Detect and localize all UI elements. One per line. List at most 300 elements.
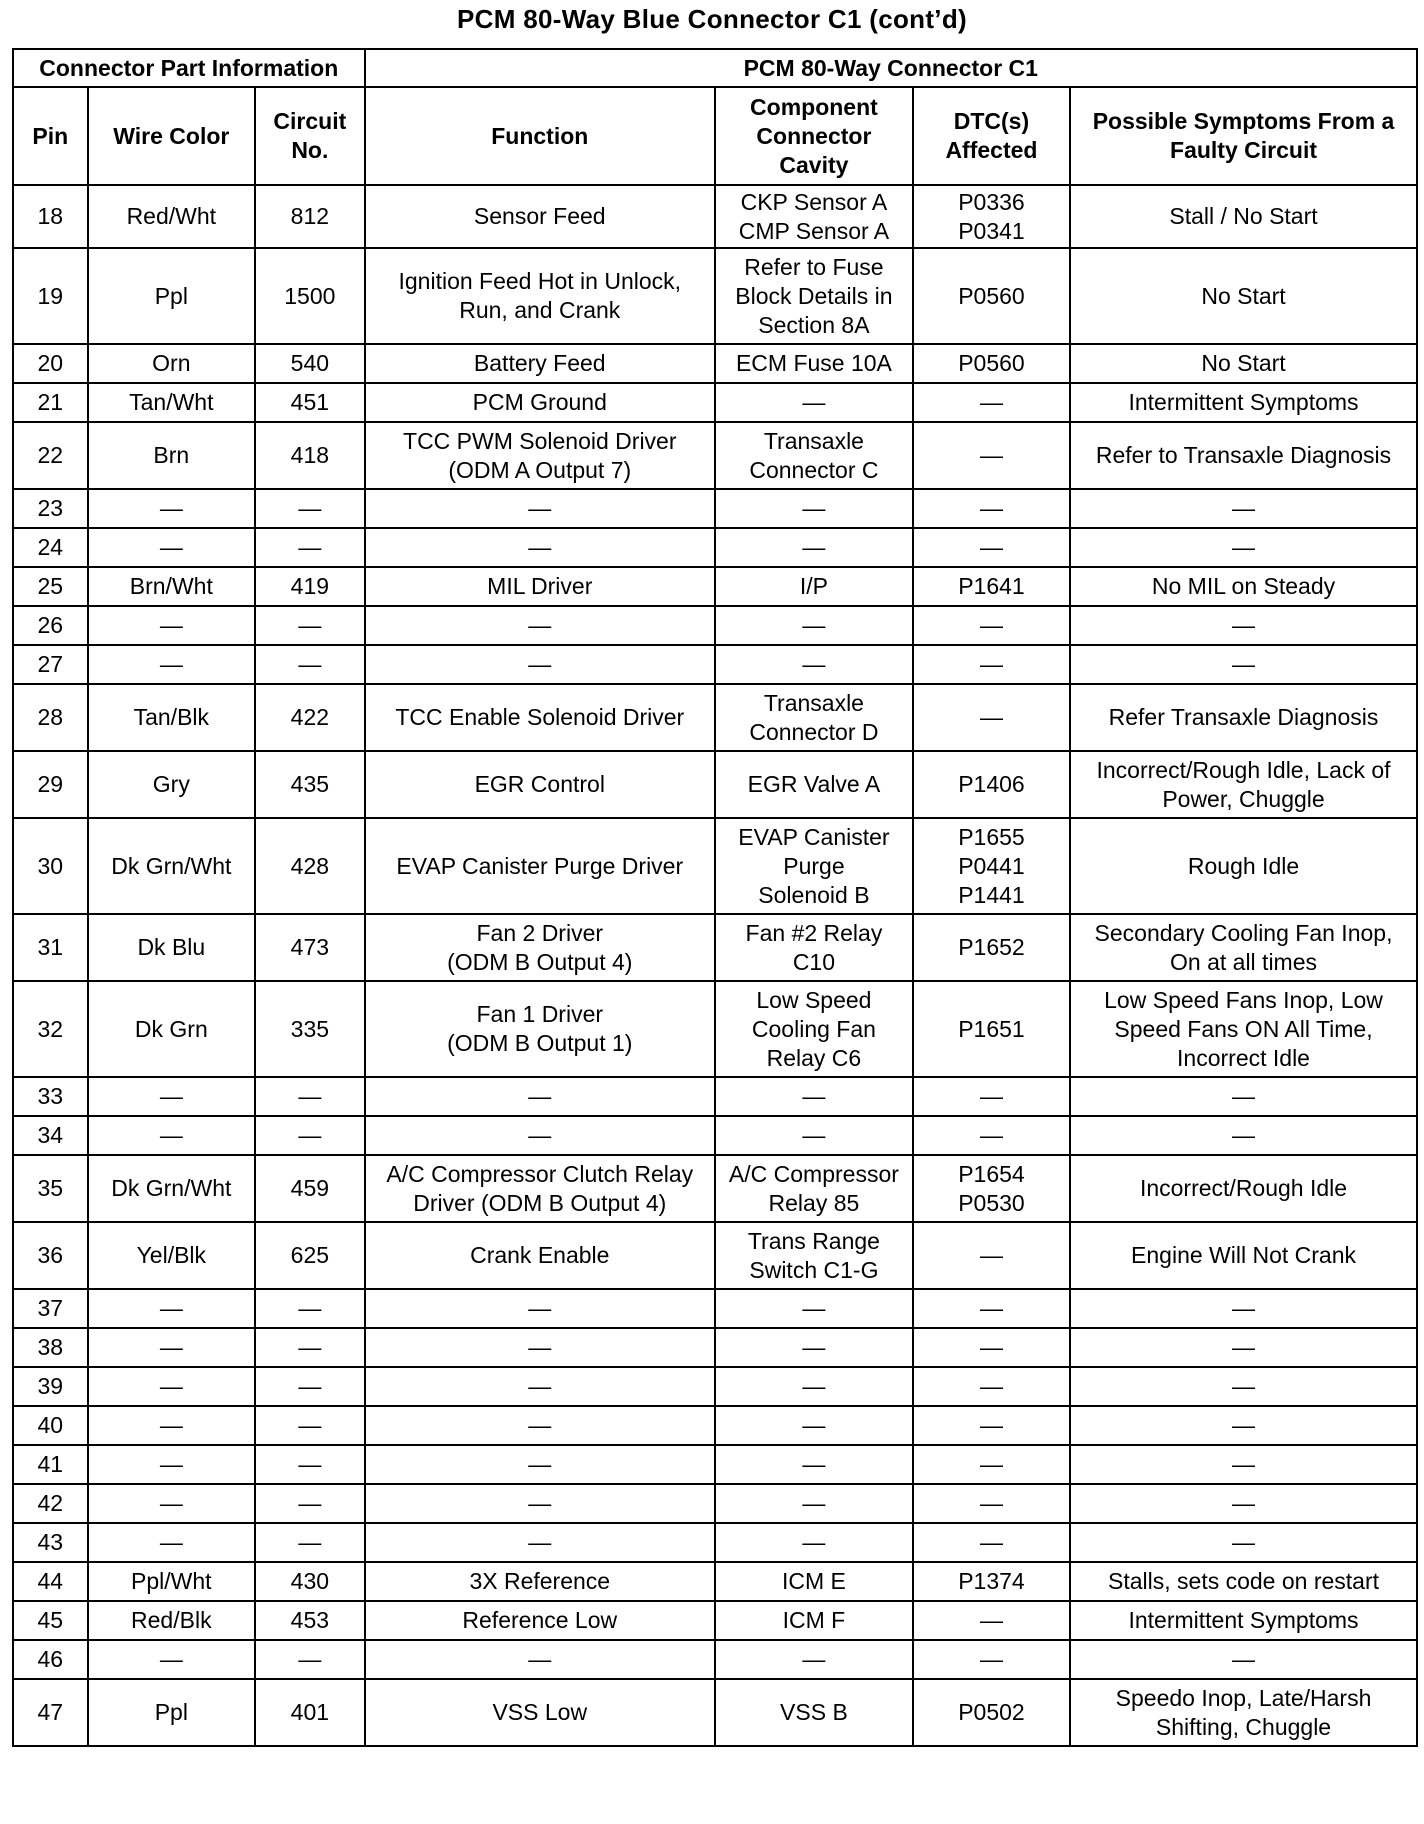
cell-line: 428 <box>290 852 330 879</box>
cell-component-cavity <box>715 1116 913 1155</box>
cell-circuit-no <box>255 684 364 751</box>
cell-line: — <box>298 651 322 677</box>
cell-line: — <box>802 495 826 521</box>
cell-line: 19 <box>37 282 64 309</box>
cell-line: — <box>159 651 183 677</box>
cell-component-cavity <box>715 344 913 383</box>
table-row <box>13 1116 1417 1155</box>
cell-wire-color <box>88 1523 256 1562</box>
cell-function <box>365 1601 715 1640</box>
cell-line: 38 <box>37 1334 64 1360</box>
cell-line: — <box>528 534 552 560</box>
cell-line: — <box>159 495 183 521</box>
cell-line: 451 <box>290 389 330 415</box>
cell-line: 43 <box>37 1529 64 1555</box>
cell-line: Reference Low <box>462 1607 618 1633</box>
cell-symptoms <box>1070 1679 1417 1746</box>
table-row <box>13 1523 1417 1562</box>
cell-circuit-no <box>255 1155 364 1222</box>
cell-pin <box>13 645 88 684</box>
cell-line: EVAP Canister <box>738 823 890 850</box>
cell-line: Section 8A <box>758 311 870 338</box>
cell-dtc <box>913 606 1070 645</box>
table-row <box>13 528 1417 567</box>
cell-line: Gry <box>152 771 190 797</box>
cell-line: — <box>802 1490 826 1516</box>
cell-line: — <box>298 1334 322 1360</box>
cell-line: — <box>979 1607 1003 1633</box>
cell-line: 453 <box>290 1607 330 1633</box>
cell-symptoms <box>1070 1445 1417 1484</box>
cell-line: — <box>528 495 552 521</box>
cell-line: — <box>802 1334 826 1360</box>
cell-line: — <box>1232 612 1256 638</box>
cell-pin <box>13 1406 88 1445</box>
cell-line: — <box>298 1083 322 1109</box>
cell-pin <box>13 1679 88 1746</box>
cell-component-cavity <box>715 1484 913 1523</box>
cell-line: Cavity <box>779 151 849 178</box>
cell-line: Dk Grn/Wht <box>111 1175 232 1201</box>
cell-pin <box>13 185 88 248</box>
cell-line: EGR Control <box>474 771 605 797</box>
cell-line: — <box>1232 1373 1256 1399</box>
cell-line: — <box>528 1529 552 1555</box>
cell-line: — <box>979 1490 1003 1516</box>
cell-line: 36 <box>37 1242 64 1268</box>
cell-line: ICM F <box>782 1607 846 1633</box>
cell-line: 401 <box>290 1699 330 1725</box>
table-row <box>13 1155 1417 1222</box>
cell-circuit-no <box>255 606 364 645</box>
cell-dtc <box>913 1222 1070 1289</box>
cell-circuit-no <box>255 383 364 422</box>
table-row <box>13 1484 1417 1523</box>
cell-line: 35 <box>37 1175 64 1201</box>
table-row <box>13 981 1417 1077</box>
cell-line: ECM Fuse 10A <box>735 350 892 376</box>
cell-line: — <box>159 1646 183 1672</box>
cell-line: — <box>298 1451 322 1477</box>
cell-component-cavity <box>715 489 913 528</box>
cell-line: — <box>298 534 322 560</box>
cell-line: Block Details in <box>735 282 893 309</box>
cell-wire-color <box>88 684 256 751</box>
cell-symptoms <box>1070 185 1417 248</box>
cell-line: Fan 2 Driver <box>476 919 604 946</box>
cell-pin <box>13 1155 88 1222</box>
cell-wire-color <box>88 981 256 1077</box>
cell-pin <box>13 818 88 914</box>
cell-wire-color <box>88 1679 256 1746</box>
cell-circuit-no <box>255 981 364 1077</box>
cell-dtc <box>913 1116 1070 1155</box>
cell-symptoms <box>1070 1222 1417 1289</box>
cell-component-cavity <box>715 1679 913 1746</box>
cell-line: VSS Low <box>492 1699 588 1725</box>
cell-wire-color <box>88 344 256 383</box>
cell-line: Low Speed Fans Inop, Low <box>1104 986 1383 1013</box>
cell-line: Transaxle <box>763 689 864 716</box>
cell-function <box>365 1155 715 1222</box>
cell-dtc <box>913 1289 1070 1328</box>
cell-line: — <box>1232 1412 1256 1438</box>
cell-component-cavity <box>715 1523 913 1562</box>
cell-line: — <box>1232 1529 1256 1555</box>
cell-line: — <box>1232 1083 1256 1109</box>
cell-line: Driver (ODM B Output 4) <box>413 1189 667 1216</box>
cell-function <box>365 1367 715 1406</box>
cell-line: — <box>979 1412 1003 1438</box>
cell-circuit-no <box>255 1222 364 1289</box>
cell-line: — <box>802 389 826 415</box>
cell-symptoms <box>1070 1116 1417 1155</box>
cell-pin <box>13 422 88 489</box>
table-row <box>13 422 1417 489</box>
cell-line: Fan 1 Driver <box>476 1001 604 1027</box>
cell-line: — <box>528 1490 552 1516</box>
cell-line: 33 <box>37 1083 64 1109</box>
table-row <box>13 645 1417 684</box>
cell-line: P1374 <box>958 1568 1025 1594</box>
cell-pin <box>13 344 88 383</box>
cell-symptoms <box>1070 684 1417 751</box>
cell-line: 46 <box>37 1646 64 1672</box>
cell-function <box>365 1328 715 1367</box>
cell-line: ICM E <box>781 1568 846 1594</box>
cell-line: 44 <box>37 1568 64 1594</box>
table-row <box>13 383 1417 422</box>
cell-line: Brn <box>153 442 190 468</box>
cell-dtc <box>913 185 1070 248</box>
cell-pin <box>13 1601 88 1640</box>
cell-component-cavity <box>715 1077 913 1116</box>
cell-line: Sensor Feed <box>473 203 606 229</box>
cell-function <box>365 567 715 606</box>
cell-line: TCC Enable Solenoid Driver <box>395 704 685 730</box>
cell-line: Cooling Fan <box>751 1015 876 1042</box>
cell-line: — <box>802 1529 826 1555</box>
cell-dtc <box>913 248 1070 344</box>
cell-line: P1406 <box>958 771 1025 797</box>
cell-line: Low Speed <box>756 986 872 1013</box>
cell-line: — <box>528 1646 552 1672</box>
cell-line: 27 <box>37 651 64 677</box>
cell-line: P0441 <box>958 852 1025 879</box>
cell-line: Ppl/Wht <box>131 1568 212 1594</box>
cell-symptoms <box>1070 528 1417 567</box>
cell-component-cavity <box>715 528 913 567</box>
cell-circuit-no <box>255 1406 364 1445</box>
cell-function <box>365 1523 715 1562</box>
cell-component-cavity <box>715 1445 913 1484</box>
cell-line: — <box>802 651 826 677</box>
group-header-part-info: Connector Part Information <box>13 49 365 87</box>
cell-function <box>365 383 715 422</box>
cell-symptoms <box>1070 344 1417 383</box>
cell-line: I/P <box>799 573 828 599</box>
table-row <box>13 1222 1417 1289</box>
cell-function <box>365 1679 715 1746</box>
cell-circuit-no <box>255 1328 364 1367</box>
cell-wire-color <box>88 1222 256 1289</box>
table-body <box>13 185 1417 1746</box>
connector-table <box>12 48 1418 1747</box>
cell-symptoms <box>1070 645 1417 684</box>
cell-line: Connector D <box>749 718 879 745</box>
cell-function <box>365 422 715 489</box>
cell-line: VSS B <box>780 1699 848 1725</box>
cell-line: — <box>298 1646 322 1672</box>
cell-line: — <box>528 651 552 677</box>
cell-line: — <box>298 612 322 638</box>
cell-line: — <box>1232 534 1256 560</box>
cell-wire-color <box>88 1601 256 1640</box>
cell-symptoms <box>1070 383 1417 422</box>
cell-line: PCM Ground <box>472 389 607 415</box>
cell-dtc <box>913 489 1070 528</box>
cell-line: — <box>159 1490 183 1516</box>
cell-symptoms <box>1070 1367 1417 1406</box>
cell-line: 41 <box>37 1451 64 1477</box>
cell-wire-color <box>88 1640 256 1679</box>
cell-line: P1654 <box>958 1160 1025 1187</box>
cell-function <box>365 1445 715 1484</box>
cell-line: — <box>528 1295 552 1321</box>
cell-line: — <box>528 1334 552 1360</box>
cell-symptoms <box>1070 1289 1417 1328</box>
cell-circuit-no <box>255 1445 364 1484</box>
cell-dtc <box>913 1445 1070 1484</box>
cell-line: — <box>1232 495 1256 521</box>
cell-component-cavity <box>715 606 913 645</box>
cell-function <box>365 751 715 818</box>
cell-pin <box>13 914 88 981</box>
table-row <box>13 1406 1417 1445</box>
cell-line: Circuit <box>273 108 347 134</box>
cell-function <box>365 528 715 567</box>
cell-circuit-no <box>255 645 364 684</box>
cell-wire-color <box>88 528 256 567</box>
cell-line: Faulty Circuit <box>1170 137 1317 163</box>
cell-wire-color <box>88 248 256 344</box>
column-header-symptoms <box>1070 87 1417 185</box>
cell-line: C10 <box>792 948 836 975</box>
table-row <box>13 248 1417 344</box>
cell-symptoms <box>1070 981 1417 1077</box>
cell-dtc <box>913 1077 1070 1116</box>
cell-component-cavity <box>715 567 913 606</box>
cell-line: (ODM A Output 7) <box>448 456 632 483</box>
cell-line: A/C Compressor <box>728 1160 899 1187</box>
cell-line: — <box>298 1529 322 1555</box>
cell-wire-color <box>88 1367 256 1406</box>
cell-pin <box>13 248 88 344</box>
table-row <box>13 567 1417 606</box>
cell-line: P1651 <box>958 1015 1025 1042</box>
cell-circuit-no <box>255 751 364 818</box>
cell-line: 32 <box>37 1015 64 1042</box>
cell-line: Incorrect/Rough Idle, Lack of <box>1096 756 1391 783</box>
cell-line: Intermittent Symptoms <box>1128 389 1359 415</box>
cell-wire-color <box>88 422 256 489</box>
cell-line: 47 <box>37 1699 64 1725</box>
table-row <box>13 344 1417 383</box>
cell-line: Intermittent Symptoms <box>1128 1607 1359 1633</box>
table-row <box>13 489 1417 528</box>
cell-line: Power, Chuggle <box>1162 785 1325 812</box>
cell-line: DTC(s) <box>953 108 1030 134</box>
cell-line: Dk Grn <box>134 1015 208 1042</box>
cell-component-cavity <box>715 1289 913 1328</box>
cell-line: 26 <box>37 612 64 638</box>
cell-line: — <box>298 1412 322 1438</box>
cell-line: 23 <box>37 495 64 521</box>
cell-circuit-no <box>255 567 364 606</box>
cell-circuit-no <box>255 422 364 489</box>
cell-function <box>365 914 715 981</box>
cell-circuit-no <box>255 914 364 981</box>
table-row <box>13 185 1417 248</box>
cell-line: Transaxle <box>763 427 864 454</box>
cell-line: Fan #2 Relay <box>745 919 883 946</box>
cell-symptoms <box>1070 248 1417 344</box>
page-title: PCM 80-Way Blue Connector C1 (cont’d) <box>457 4 967 34</box>
cell-line: A/C Compressor Clutch Relay <box>386 1160 694 1187</box>
column-header-wire-color <box>88 87 256 185</box>
cell-line: — <box>159 612 183 638</box>
cell-wire-color <box>88 185 256 248</box>
cell-circuit-no <box>255 1077 364 1116</box>
cell-dtc <box>913 1484 1070 1523</box>
cell-line: MIL Driver <box>487 573 593 599</box>
cell-line: 31 <box>37 934 64 960</box>
cell-line: 29 <box>37 771 64 797</box>
cell-dtc <box>913 1679 1070 1746</box>
cell-circuit-no <box>255 818 364 914</box>
cell-component-cavity <box>715 1328 913 1367</box>
cell-line: Ignition Feed Hot in Unlock, <box>398 268 682 294</box>
cell-line: — <box>802 1122 826 1148</box>
cell-dtc <box>913 1155 1070 1222</box>
cell-dtc <box>913 1523 1070 1562</box>
cell-line: Stalls, sets code on restart <box>1108 1568 1380 1594</box>
cell-line: — <box>802 612 826 638</box>
cell-wire-color <box>88 914 256 981</box>
cell-line: P0336 <box>958 188 1025 215</box>
cell-line: Engine Will Not Crank <box>1131 1242 1356 1268</box>
cell-line: 540 <box>290 350 330 376</box>
cell-line: P0341 <box>958 217 1025 244</box>
cell-line: — <box>528 1083 552 1109</box>
cell-wire-color <box>88 489 256 528</box>
cell-line: 21 <box>37 389 64 415</box>
cell-line: 37 <box>37 1295 64 1321</box>
cell-component-cavity <box>715 1367 913 1406</box>
cell-line: Run, and Crank <box>459 297 621 323</box>
cell-line: Affected <box>945 137 1038 163</box>
cell-wire-color <box>88 1406 256 1445</box>
cell-line: Red/Blk <box>131 1607 212 1633</box>
cell-line: 25 <box>37 573 64 599</box>
cell-circuit-no <box>255 528 364 567</box>
column-header-dtc <box>913 87 1070 185</box>
cell-pin <box>13 1562 88 1601</box>
cell-line: — <box>298 1122 322 1148</box>
cell-line: 45 <box>37 1607 64 1633</box>
cell-line: — <box>159 1122 183 1148</box>
cell-line: — <box>979 651 1003 677</box>
cell-wire-color <box>88 1562 256 1601</box>
cell-line: — <box>979 1646 1003 1672</box>
cell-line: — <box>1232 1490 1256 1516</box>
cell-circuit-no <box>255 1367 364 1406</box>
cell-wire-color <box>88 383 256 422</box>
cell-line: Possible Symptoms From a <box>1092 108 1395 134</box>
cell-component-cavity <box>715 1562 913 1601</box>
cell-line: 3X Reference <box>469 1568 611 1594</box>
cell-line: Speedo Inop, Late/Harsh <box>1115 1684 1372 1711</box>
cell-line: 42 <box>37 1490 64 1516</box>
cell-line: Relay 85 <box>768 1189 860 1216</box>
cell-component-cavity <box>715 645 913 684</box>
cell-line: Stall / No Start <box>1169 203 1318 229</box>
cell-symptoms <box>1070 1155 1417 1222</box>
cell-component-cavity <box>715 1155 913 1222</box>
cell-line: — <box>528 1412 552 1438</box>
cell-pin <box>13 1328 88 1367</box>
cell-line: (ODM B Output 1) <box>447 1030 633 1056</box>
cell-line: TCC PWM Solenoid Driver <box>403 427 677 454</box>
cell-wire-color <box>88 818 256 914</box>
cell-line: 39 <box>37 1373 64 1399</box>
column-header-pin <box>13 87 88 185</box>
cell-pin <box>13 1484 88 1523</box>
cell-dtc <box>913 344 1070 383</box>
cell-line: — <box>979 442 1003 468</box>
cell-dtc <box>913 1562 1070 1601</box>
cell-line: Component <box>750 93 878 120</box>
cell-function <box>365 1484 715 1523</box>
cell-circuit-no <box>255 185 364 248</box>
cell-line: — <box>298 1490 322 1516</box>
cell-pin <box>13 528 88 567</box>
table-row <box>13 1640 1417 1679</box>
cell-line: — <box>1232 1295 1256 1321</box>
cell-line: P1652 <box>958 934 1025 960</box>
group-header-row <box>13 49 1417 87</box>
cell-function <box>365 185 715 248</box>
cell-component-cavity <box>715 1601 913 1640</box>
cell-line: — <box>159 1451 183 1477</box>
cell-dtc <box>913 751 1070 818</box>
cell-function <box>365 1562 715 1601</box>
cell-line: 812 <box>290 203 330 229</box>
table-row <box>13 818 1417 914</box>
cell-line: Refer Transaxle Diagnosis <box>1108 704 1379 730</box>
cell-pin <box>13 1367 88 1406</box>
cell-dtc <box>913 1640 1070 1679</box>
cell-line: — <box>1232 1334 1256 1360</box>
cell-line: No. <box>291 137 329 163</box>
cell-line: Ppl <box>154 1699 188 1725</box>
table-row <box>13 1445 1417 1484</box>
cell-dtc <box>913 1601 1070 1640</box>
cell-line: — <box>979 704 1003 730</box>
cell-line: — <box>979 1295 1003 1321</box>
cell-function <box>365 645 715 684</box>
cell-function <box>365 1406 715 1445</box>
